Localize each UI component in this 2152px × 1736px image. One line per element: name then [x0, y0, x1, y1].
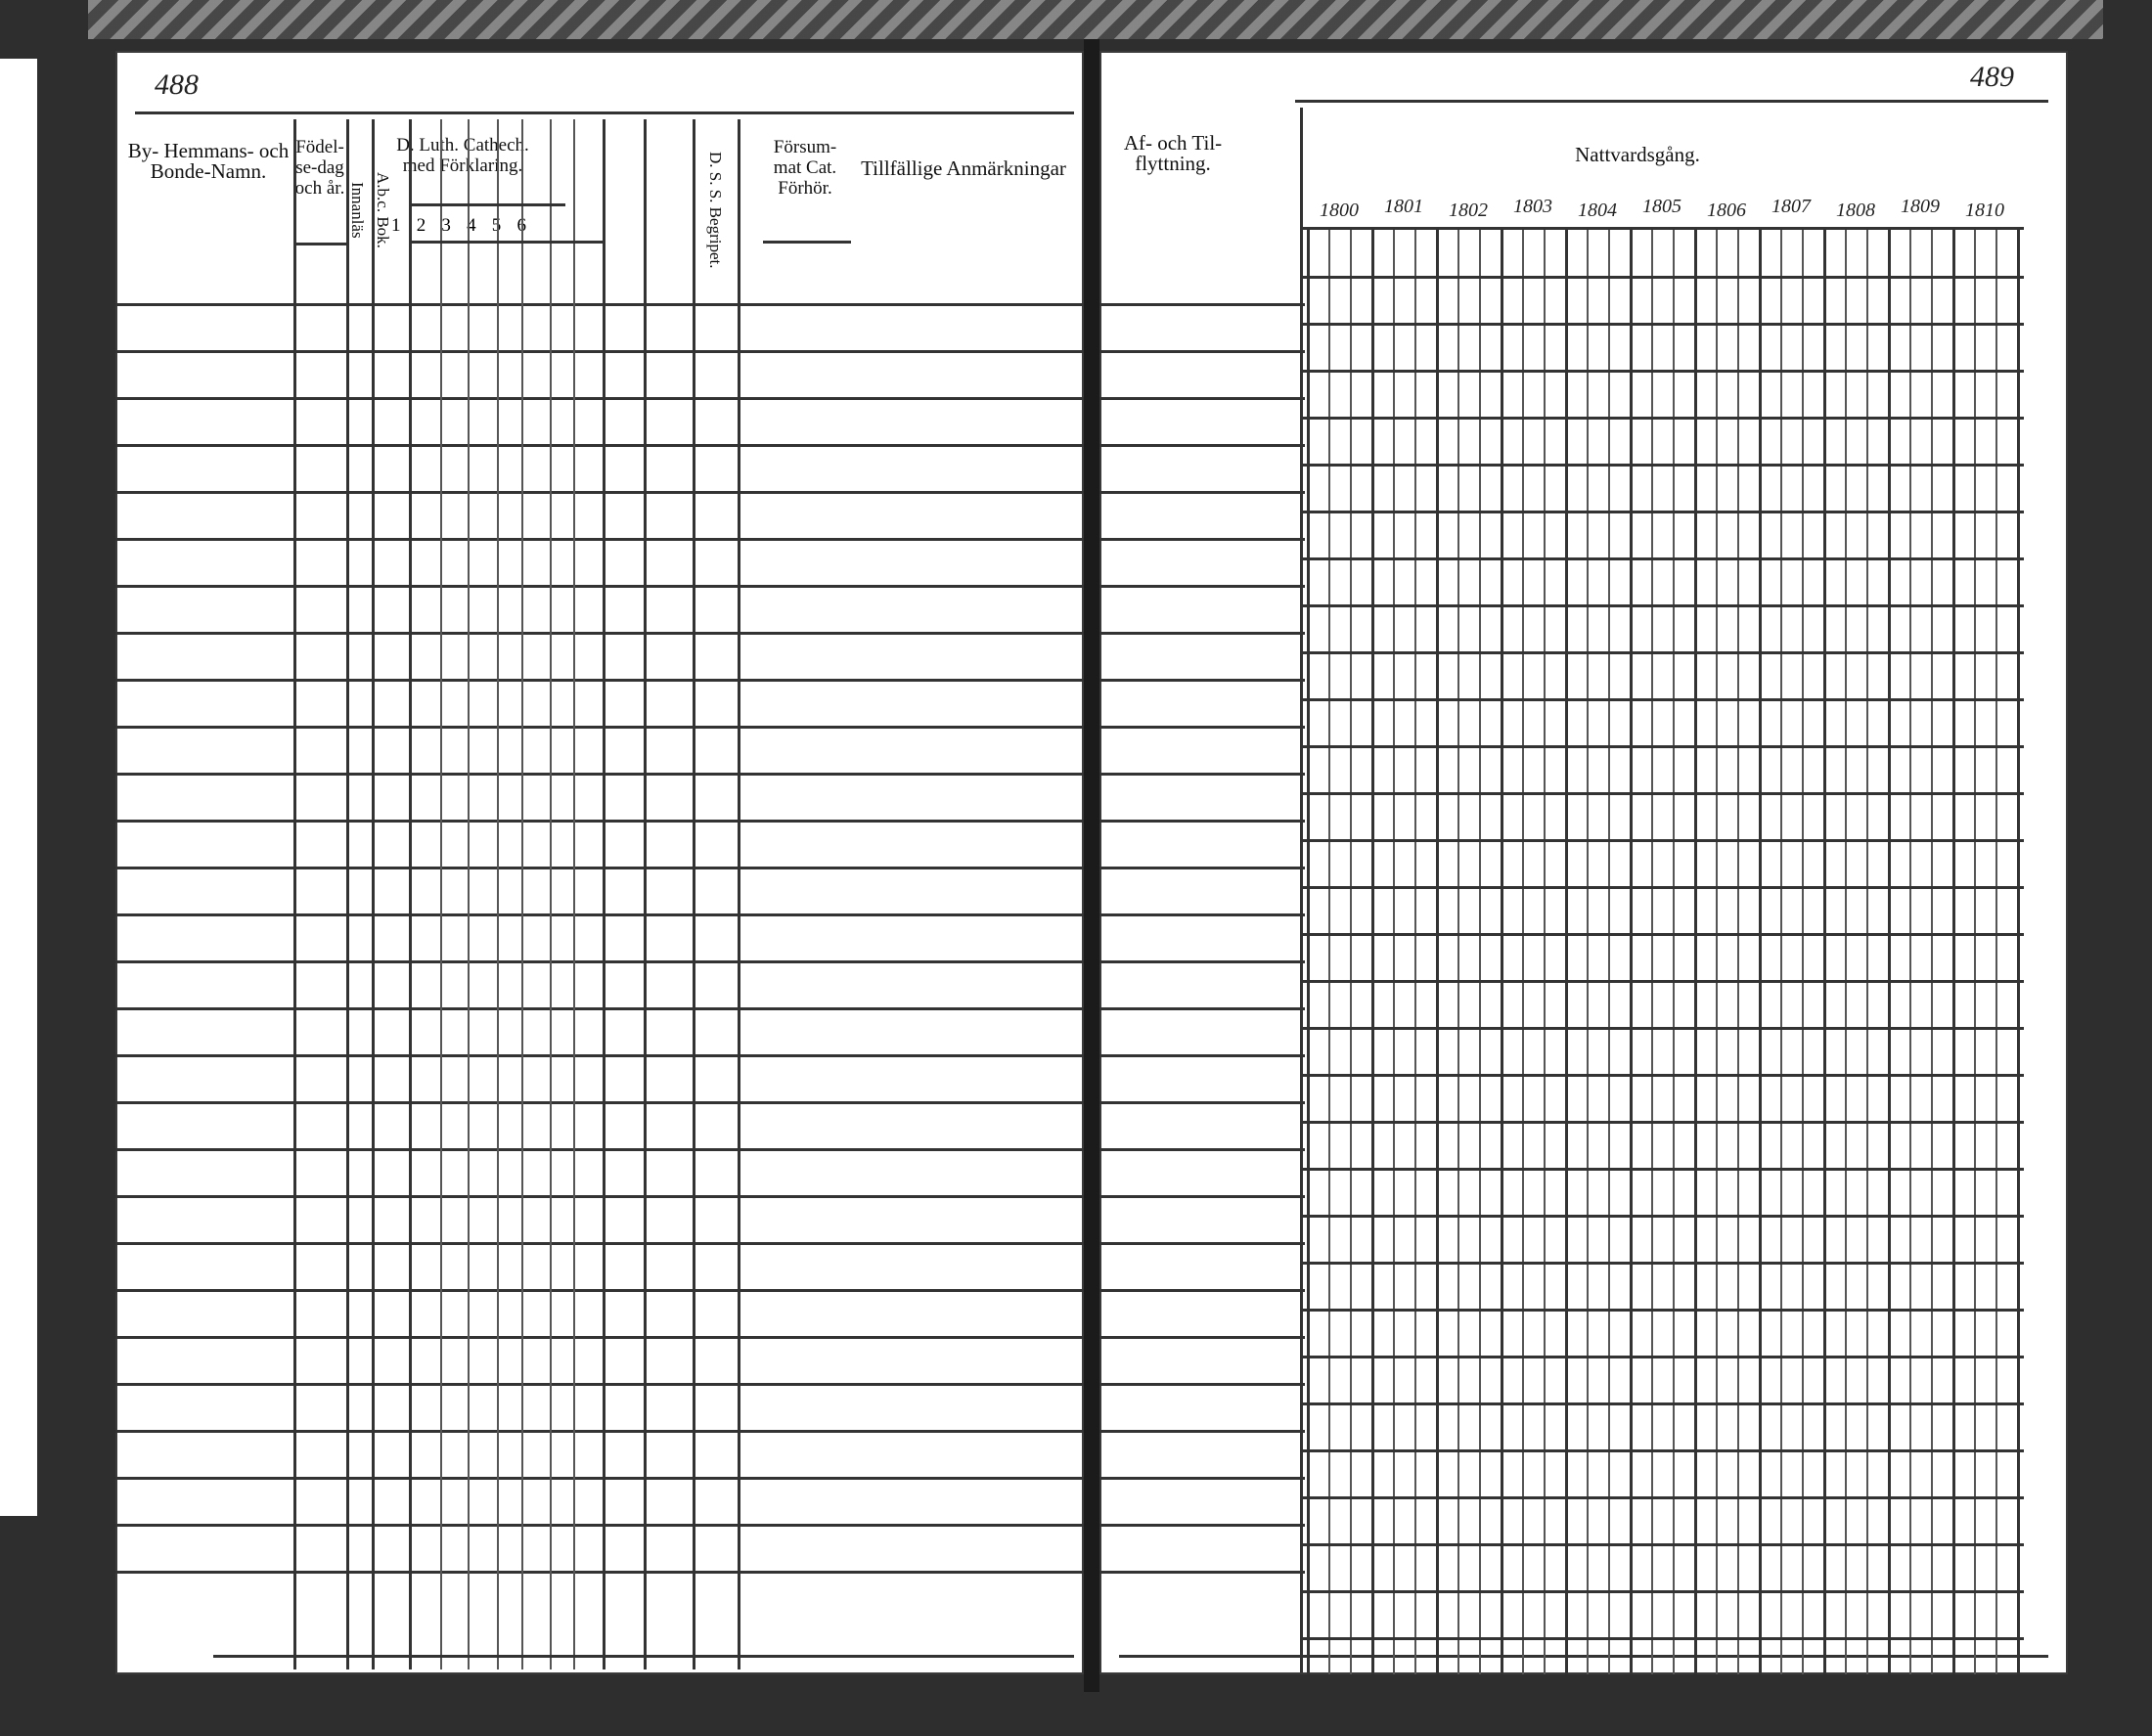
row-rule-left [1099, 397, 1305, 400]
header-remarks: Tillfällige Anmärkningar [861, 156, 1066, 180]
book-gutter [1084, 39, 1099, 1692]
row-rule-left [1099, 679, 1305, 682]
row-rule-left [1099, 1383, 1305, 1386]
row-rule-grid [1300, 933, 2024, 936]
year-subcolumn-rule [1866, 227, 1868, 1674]
year-label: 1801 [1384, 196, 1423, 217]
row-rule [115, 1477, 1084, 1480]
row-rule [115, 1524, 1084, 1527]
year-column-rule [1888, 227, 1891, 1674]
column-rule [573, 119, 575, 1669]
row-rule [115, 1195, 1084, 1198]
binding-edge [88, 0, 2103, 39]
year-subcolumn-rule [1673, 227, 1675, 1674]
year-subcolumn-rule [1780, 227, 1782, 1674]
row-rule-left [1099, 1477, 1305, 1480]
year-column-rule [1307, 227, 1310, 1674]
row-rule-grid [1300, 604, 2024, 607]
year-subcolumn-rule [1651, 227, 1653, 1674]
row-rule [115, 820, 1084, 823]
col-num: 4 [467, 215, 476, 236]
year-subcolumn-rule [1350, 227, 1352, 1674]
row-rule [115, 867, 1084, 869]
year-subcolumn-rule [1328, 227, 1330, 1674]
header-rule [763, 241, 851, 244]
row-rule-left [1099, 1101, 1305, 1104]
row-rule-left [1099, 913, 1305, 916]
col-num: 6 [516, 215, 526, 236]
row-rule [115, 913, 1084, 916]
top-rule [135, 111, 1074, 114]
header-rule [1300, 227, 2024, 230]
row-rule [115, 303, 1084, 306]
row-rule-grid [1300, 1590, 2024, 1593]
year-label: 1808 [1836, 200, 1875, 221]
row-rule-grid [1300, 557, 2024, 560]
header-rule [409, 203, 565, 206]
right-page [1099, 51, 2068, 1674]
row-rule-grid [1300, 323, 2024, 326]
col-num: 2 [416, 215, 426, 236]
row-rule-grid [1300, 1074, 2024, 1077]
row-rule-left [1099, 1148, 1305, 1151]
column-rule [497, 119, 499, 1669]
col-num: 5 [491, 215, 502, 236]
year-label: 1806 [1707, 200, 1746, 221]
year-label: 1804 [1578, 200, 1617, 221]
row-rule-left [1099, 820, 1305, 823]
row-rule-grid [1300, 1215, 2024, 1218]
column-rule [409, 119, 412, 1669]
row-rule-grid [1300, 1496, 2024, 1499]
column-rule [521, 119, 523, 1669]
year-subcolumn-rule [1587, 227, 1589, 1674]
row-rule [115, 1242, 1084, 1245]
year-label: 1810 [1965, 200, 2004, 221]
year-subcolumn-rule [1457, 227, 1459, 1674]
year-column-rule [1952, 227, 1955, 1674]
row-rule-left [1099, 1524, 1305, 1527]
year-subcolumn-rule [1544, 227, 1546, 1674]
col-num: 3 [441, 215, 451, 236]
row-rule-grid [1300, 1637, 2024, 1640]
year-column-rule [1565, 227, 1568, 1674]
adjacent-page-edge [0, 59, 37, 1516]
year-column-rule [1694, 227, 1697, 1674]
year-label: 1802 [1449, 200, 1488, 221]
row-rule-left [1099, 1430, 1305, 1433]
year-subcolumn-rule [1931, 227, 1933, 1674]
row-rule [115, 1430, 1084, 1433]
year-label: 1805 [1642, 196, 1681, 217]
top-rule [1295, 100, 2048, 103]
header-communion: Nattvardsgång. [1575, 143, 1700, 166]
header-innanlas: Innanläs [348, 182, 367, 239]
page-number-left: 488 [155, 68, 199, 101]
year-label: 1807 [1771, 196, 1811, 217]
row-rule [115, 632, 1084, 635]
year-subcolumn-rule [1479, 227, 1481, 1674]
header-forsummat: Försum-mat Cat. Förhör. [773, 137, 837, 199]
page-number-right: 489 [1970, 61, 2014, 93]
header-rule [293, 243, 346, 245]
row-rule-grid [1300, 1309, 2024, 1312]
year-column-rule [1759, 227, 1762, 1674]
row-rule-left [1099, 538, 1305, 541]
col-num: 1 [391, 215, 401, 236]
row-rule-grid [1300, 886, 2024, 889]
row-rule-grid [1300, 1121, 2024, 1124]
year-column-rule [1630, 227, 1633, 1674]
row-rule-grid [1300, 1027, 2024, 1030]
row-rule-grid [1300, 698, 2024, 701]
row-rule-left [1099, 350, 1305, 353]
row-rule-grid [1300, 1449, 2024, 1452]
year-subcolumn-rule [1802, 227, 1804, 1674]
row-rule-grid [1300, 745, 2024, 748]
row-rule [115, 1148, 1084, 1151]
year-column-rule [1371, 227, 1374, 1674]
row-rule [115, 1007, 1084, 1010]
row-rule [115, 726, 1084, 729]
row-rule-left [1099, 960, 1305, 963]
row-rule-left [1099, 303, 1305, 306]
row-rule [115, 679, 1084, 682]
row-rule-left [1099, 726, 1305, 729]
row-rule [115, 444, 1084, 447]
row-rule-left [1099, 1195, 1305, 1198]
column-rule [346, 119, 349, 1669]
row-rule-left [1099, 585, 1305, 588]
row-rule-grid [1300, 792, 2024, 795]
year-subcolumn-rule [1393, 227, 1395, 1674]
row-rule-grid [1300, 1402, 2024, 1405]
year-subcolumn-rule [1909, 227, 1911, 1674]
year-column-rule [2017, 227, 2020, 1674]
row-rule-grid [1300, 1262, 2024, 1265]
row-rule-left [1099, 1242, 1305, 1245]
left-page [115, 51, 1084, 1674]
column-rule [603, 119, 605, 1669]
year-column-rule [1436, 227, 1439, 1674]
column-rule [440, 119, 442, 1669]
row-rule [115, 350, 1084, 353]
row-rule [115, 773, 1084, 776]
row-rule-left [1099, 632, 1305, 635]
year-subcolumn-rule [1974, 227, 1976, 1674]
row-rule [115, 1571, 1084, 1574]
year-subcolumn-rule [1737, 227, 1739, 1674]
year-subcolumn-rule [1608, 227, 1610, 1674]
header-luth-cat: D. Luth. Cathech. med Förklaring. [396, 135, 529, 176]
year-subcolumn-rule [1522, 227, 1524, 1674]
header-rule [409, 241, 605, 244]
column-rule [550, 119, 552, 1669]
row-rule-grid [1300, 417, 2024, 420]
row-rule-left [1099, 773, 1305, 776]
row-rule-left [1099, 1054, 1305, 1057]
row-rule [115, 1336, 1084, 1339]
bottom-rule [213, 1655, 1074, 1658]
header-name: By- Hemmans- och Bonde-Namn. [127, 139, 290, 183]
year-column-rule [1501, 227, 1503, 1674]
header-moving: Af- och Til-flyttning. [1123, 131, 1223, 175]
row-rule [115, 1101, 1084, 1104]
year-label: 1809 [1901, 196, 1940, 217]
row-rule-left [1099, 1336, 1305, 1339]
row-rule [115, 538, 1084, 541]
row-rule-grid [1300, 839, 2024, 842]
row-rule [115, 960, 1084, 963]
row-rule-left [1099, 867, 1305, 869]
row-rule-grid [1300, 464, 2024, 467]
header-ds: D. S. S. Begripet. [706, 152, 725, 269]
year-subcolumn-rule [1414, 227, 1416, 1674]
row-rule-grid [1300, 651, 2024, 654]
column-rule [372, 119, 375, 1669]
row-rule [115, 1383, 1084, 1386]
column-rule-main [1300, 108, 1303, 1672]
row-rule-left [1099, 444, 1305, 447]
row-rule-grid [1300, 1356, 2024, 1358]
row-rule [115, 585, 1084, 588]
column-rule [293, 119, 296, 1669]
row-rule [115, 1054, 1084, 1057]
row-rule-grid [1300, 1168, 2024, 1171]
row-rule-left [1099, 1289, 1305, 1292]
row-rule [115, 1289, 1084, 1292]
header-birth: Födel-se-dag och år. [294, 137, 345, 199]
row-rule-grid [1300, 370, 2024, 373]
row-rule-grid [1300, 511, 2024, 513]
row-rule-left [1099, 491, 1305, 494]
row-rule-left [1099, 1571, 1305, 1574]
row-rule-left [1099, 1007, 1305, 1010]
row-rule-grid [1300, 1543, 2024, 1546]
row-rule [115, 491, 1084, 494]
year-subcolumn-rule [1845, 227, 1847, 1674]
year-label: 1803 [1513, 196, 1552, 217]
row-rule-grid [1300, 276, 2024, 279]
year-label: 1800 [1320, 200, 1359, 221]
year-subcolumn-rule [1995, 227, 1997, 1674]
year-column-rule [1823, 227, 1826, 1674]
column-rule [738, 119, 740, 1669]
row-rule [115, 397, 1084, 400]
header-abc: A.b.c. Bok. [374, 172, 392, 248]
row-rule-grid [1300, 980, 2024, 983]
column-rule [468, 119, 470, 1669]
column-rule [693, 119, 695, 1669]
year-subcolumn-rule [1716, 227, 1718, 1674]
column-rule [644, 119, 647, 1669]
